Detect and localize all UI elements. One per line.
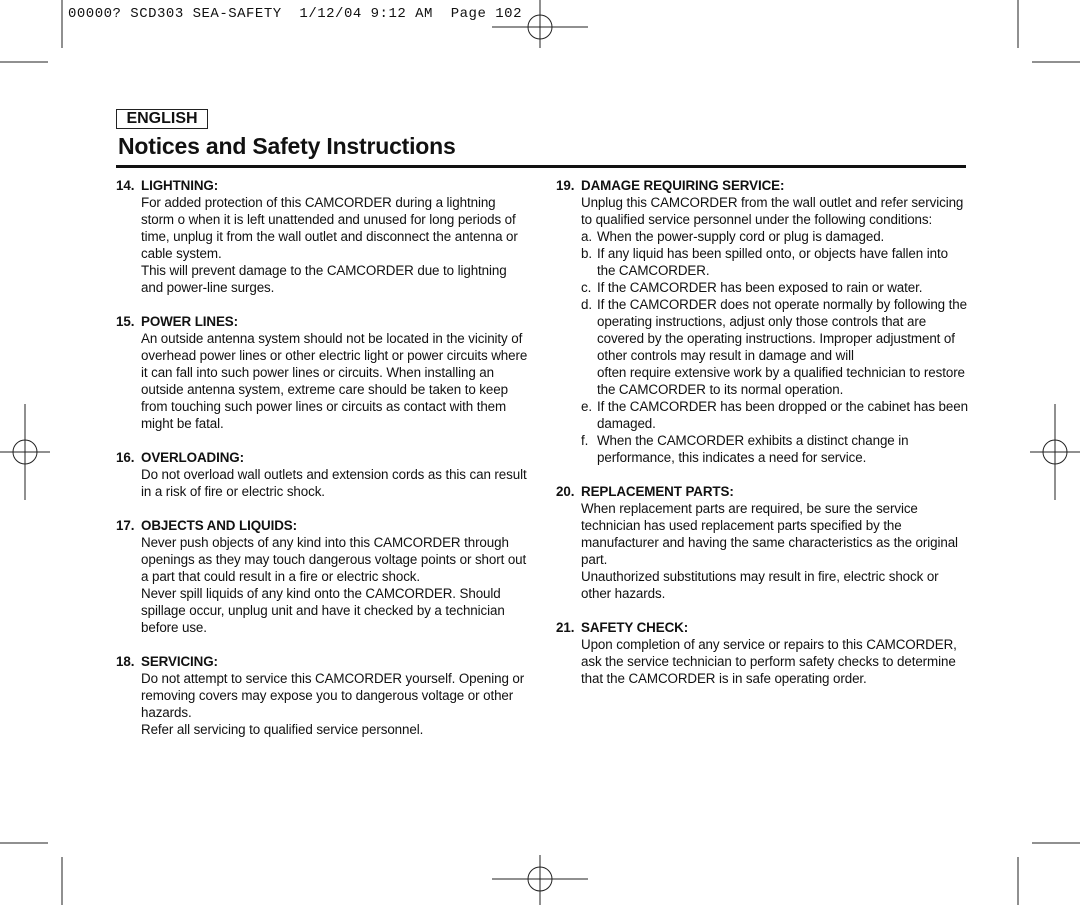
section-number: 20. <box>556 484 575 499</box>
list-item-label: a. <box>581 229 592 244</box>
paragraph: Unauthorized substitutions may result in fire, electric shock or other hazards. <box>581 569 939 601</box>
section-number: 19. <box>556 178 575 193</box>
list-item <box>581 296 968 364</box>
list-item <box>581 279 968 296</box>
list-item-text: If the CAMCORDER has been exposed to rain or water. <box>597 280 923 295</box>
section-number: 14. <box>116 178 135 193</box>
print-slug: 00000? SCD303 SEA-SAFETY 1/12/04 9:12 AM Page 102 <box>68 6 522 22</box>
list-item-label: f. <box>581 433 589 448</box>
section-title: REPLACEMENT PARTS: <box>581 484 734 499</box>
paragraph: When replacement parts are required, be sure the service technician has used replacement parts specified by the manufacturer and having the same characteristics as the original part. <box>581 501 958 567</box>
paragraph: Upon completion of any service or repairs to this CAMCORDER, ask the service technician to perform safety checks to determine that the CAMCORDER is in safe operating order. <box>581 637 957 686</box>
language-badge: ENGLISH <box>116 109 208 129</box>
list-item-text: When the CAMCORDER exhibits a distinct change in performance, this indicates a need for service. <box>597 433 909 465</box>
section-number: 17. <box>116 518 135 533</box>
list-item-text: When the power-supply cord or plug is damaged. <box>597 229 885 244</box>
page-title: Notices and Safety Instructions <box>118 133 456 159</box>
right-column <box>550 177 968 704</box>
section-title: LIGHTNING: <box>141 178 219 193</box>
registration-mark-right <box>1030 404 1080 500</box>
title-rule <box>116 165 966 168</box>
section-title: OVERLOADING: <box>141 450 244 465</box>
section-title: OBJECTS AND LIQUIDS: <box>141 518 297 533</box>
section-overloading <box>110 449 528 500</box>
section-title: SAFETY CHECK: <box>581 620 689 635</box>
list-item <box>581 432 968 466</box>
left-column <box>110 177 528 755</box>
paragraph: Never spill liquids of any kind onto the CAMCORDER. Should spillage occur, unplug unit and have it checked by a technician before use. <box>141 586 505 635</box>
section-lightning <box>110 177 528 296</box>
section-safety-check <box>550 619 968 687</box>
section-objects-and-liquids <box>110 517 528 636</box>
list-item-label: d. <box>581 297 592 312</box>
registration-mark-left <box>0 404 50 500</box>
list-item-label: c. <box>581 280 592 295</box>
list-item <box>581 245 968 279</box>
list-item-text: If any liquid has been spilled onto, or objects have fallen into the CAMCORDER. <box>597 246 948 278</box>
section-number: 21. <box>556 620 575 635</box>
section-title: SERVICING: <box>141 654 218 669</box>
paragraph: This will prevent damage to the CAMCORDER due to lightning and power-line surges. <box>141 263 507 295</box>
list-item-continuation: often require extensive work by a qualified technician to restore the CAMCORDER to its normal operation. <box>597 365 965 397</box>
section-number: 18. <box>116 654 135 669</box>
paragraph: Do not attempt to service this CAMCORDER yourself. Opening or removing covers may expose you to dangerous voltage or other hazards. <box>141 671 525 720</box>
list-item-text: If the CAMCORDER has been dropped or the cabinet has been damaged. <box>597 399 968 431</box>
section-number: 16. <box>116 450 135 465</box>
section-power-lines <box>110 313 528 432</box>
registration-mark-bottom <box>492 855 588 905</box>
paragraph: Unplug this CAMCORDER from the wall outlet and refer servicing to qualified service personnel under the following conditions: <box>581 195 964 227</box>
paragraph: For added protection of this CAMCORDER during a lightning storm o when it is left unattended and unused for long periods of time, unplug it from the wall outlet and disconnect the antenna or cable system. <box>141 195 518 261</box>
section-title: POWER LINES: <box>141 314 239 329</box>
list-item <box>581 228 968 245</box>
section-servicing <box>110 653 528 738</box>
list-item <box>581 398 968 432</box>
list-item-label: e. <box>581 399 592 414</box>
section-damage-requiring-service <box>550 177 968 466</box>
paragraph: Do not overload wall outlets and extension cords as this can result in a risk of fire or electric shock. <box>141 467 527 499</box>
list-item-label: b. <box>581 246 592 261</box>
paragraph: An outside antenna system should not be located in the vicinity of overhead power lines or other electric light or power circuits where it can fall into such power lines or circuits. When installing an outside antenna system, extreme care should be taken to keep from touching such power lines or circuits as contact with them might be fatal. <box>141 331 528 431</box>
section-replacement-parts <box>550 483 968 602</box>
list-item-text: If the CAMCORDER does not operate normally by following the operating instructions, adjust only those controls that are covered by the operating instructions. Improper adjustment of other controls may result in damage and will <box>597 297 967 363</box>
paragraph: Refer all servicing to qualified service personnel. <box>141 722 424 737</box>
section-number: 15. <box>116 314 135 329</box>
section-title: DAMAGE REQUIRING SERVICE: <box>581 178 785 193</box>
paragraph: Never push objects of any kind into this CAMCORDER through openings as they may touch dangerous voltage points or short out a part that could result in a fire or electric shock. <box>141 535 527 584</box>
